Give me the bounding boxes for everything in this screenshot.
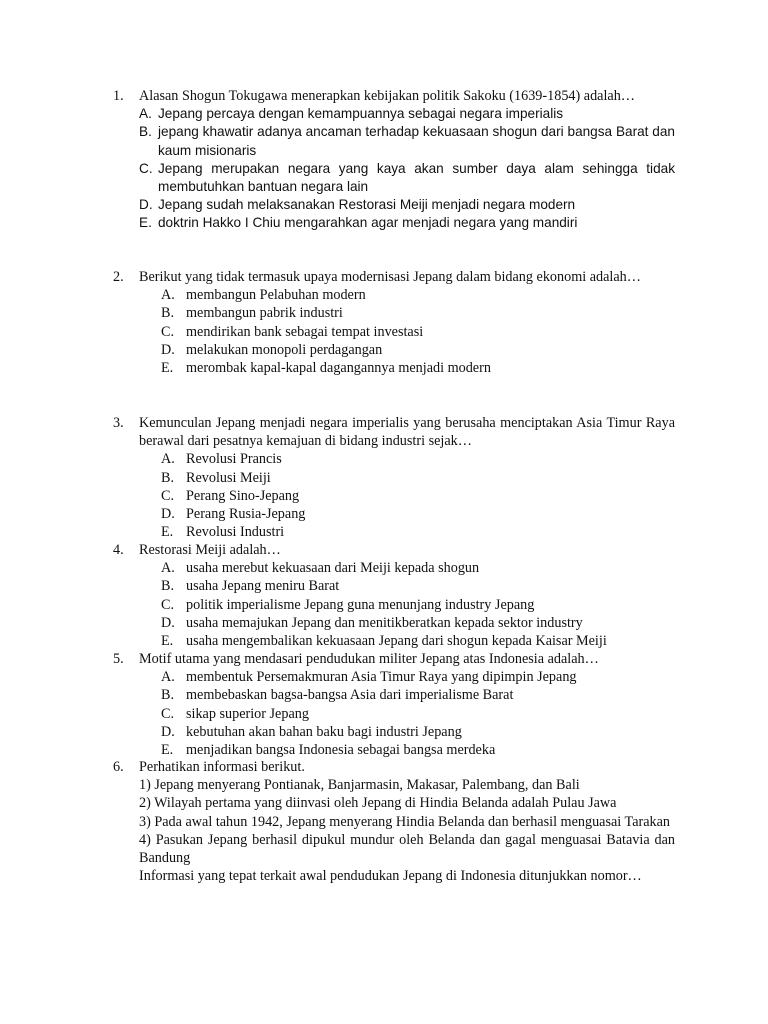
option-label: A. <box>139 106 152 122</box>
option-text: usaha memajukan Jepang dan menitikberatkan kepada sektor industry <box>186 614 583 631</box>
question-1 <box>113 87 675 233</box>
option-text: usaha mengembalikan kekuasaan Jepang dari shogun kepada Kaisar Meiji <box>186 633 607 650</box>
option-label: C. <box>161 487 175 504</box>
question-text: Restorasi Meiji adalah… <box>139 542 281 558</box>
option-label: B. <box>161 687 175 704</box>
option-text: merombak kapal-kapal dagangannya menjadi modern <box>186 360 491 377</box>
option-d <box>161 614 675 632</box>
option-label: C. <box>161 323 175 340</box>
option-label: E. <box>161 524 174 541</box>
option-text: usaha merebut kekuasaan dari Meiji kepada shogun <box>186 560 480 577</box>
question-text: Perhatikan informasi berikut. <box>139 759 305 775</box>
option-label: C. <box>161 596 175 613</box>
question-number: 2. <box>113 269 124 285</box>
option-label: A. <box>161 669 175 686</box>
info-item-4: 4) Pasukan Jepang berhasil dipukul mundur oleh Belanda dan gagal menguasai Batavia dan Bandung <box>139 831 675 867</box>
option-text: Revolusi Meiji <box>186 469 271 486</box>
question-prompt: Informasi yang tepat terkait awal pendudukan Jepang di Indonesia ditunjukkan nomor… <box>139 868 642 885</box>
option-c <box>161 323 675 341</box>
option-text: Jepang percaya dengan kemampuannya sebagai negara imperialis <box>158 106 564 122</box>
option-label: C. <box>139 160 153 176</box>
option-label: C. <box>161 705 175 722</box>
option-label: D. <box>161 614 175 631</box>
option-text: usaha Jepang meniru Barat <box>186 578 340 595</box>
option-label: B. <box>139 124 152 140</box>
option-a <box>139 105 675 123</box>
option-c <box>139 160 675 196</box>
option-text: membentuk Persemakmuran Asia Timur Raya yang dipimpin Jepang <box>186 669 577 686</box>
option-text: doktrin Hakko I Chiu mengarahkan agar menjadi negara yang mandiri <box>158 215 578 231</box>
option-text: membangun pabrik industri <box>186 305 343 322</box>
question-number: 5. <box>113 651 124 667</box>
option-text: mendirikan bank sebagai tempat investasi <box>186 323 424 340</box>
question-number: 6. <box>113 759 124 775</box>
option-a <box>161 286 675 304</box>
option-text: melakukan monopoli perdagangan <box>186 341 383 358</box>
option-text: jepang khawatir adanya ancaman terhadap kekuasaan shogun dari bangsa Barat dan kaum misionaris <box>158 124 675 158</box>
question-2 <box>113 268 675 377</box>
option-d <box>161 341 675 359</box>
option-a <box>161 450 675 468</box>
info-item-3: 3) Pada awal tahun 1942, Jepang menyerang Hindia Belanda dan berhasil menguasai Tarakan <box>139 813 670 830</box>
option-text: sikap superior Jepang <box>186 705 309 722</box>
option-b <box>161 686 675 704</box>
option-label: E. <box>161 360 174 377</box>
question-text: Motif utama yang mendasari pendudukan militer Jepang atas Indonesia adalah… <box>139 651 599 667</box>
option-b <box>161 304 675 322</box>
option-text: Revolusi Prancis <box>186 451 282 468</box>
info-item-2: 2) Wilayah pertama yang diinvasi oleh Jepang di Hindia Belanda adalah Pulau Jawa <box>139 795 617 812</box>
question-number: 3. <box>113 415 124 431</box>
question-4 <box>113 541 675 650</box>
option-b <box>139 123 675 159</box>
option-label: A. <box>161 560 175 577</box>
option-c <box>161 596 675 614</box>
option-label: D. <box>161 723 175 740</box>
option-e <box>161 741 675 759</box>
option-a <box>161 668 675 686</box>
question-3 <box>113 414 675 541</box>
option-label: D. <box>161 341 175 358</box>
option-text: menjadikan bangsa Indonesia sebagai bangsa merdeka <box>186 742 496 759</box>
option-c <box>161 705 675 723</box>
option-text: Jepang sudah melaksanakan Restorasi Meiji menjadi negara modern <box>158 197 576 213</box>
option-label: B. <box>161 305 175 322</box>
option-d <box>161 723 675 741</box>
option-label: A. <box>161 287 175 304</box>
info-item-1: 1) Jepang menyerang Pontianak, Banjarmasin, Makasar, Palembang, dan Bali <box>139 777 580 794</box>
option-d <box>161 505 675 523</box>
option-label: A. <box>161 451 175 468</box>
option-text: membangun Pelabuhan modern <box>186 287 366 304</box>
option-e <box>161 632 675 650</box>
option-a <box>161 559 675 577</box>
question-text: Alasan Shogun Tokugawa menerapkan kebijakan politik Sakoku (1639-1854) adalah… <box>139 88 635 104</box>
question-text: Berikut yang tidak termasuk upaya modernisasi Jepang dalam bidang ekonomi adalah… <box>139 269 641 285</box>
question-number: 4. <box>113 542 124 558</box>
question-number: 1. <box>113 88 124 104</box>
option-text: Jepang merupakan negara yang kaya akan sumber daya alam sehingga tidak membutuhkan bantuan negara lain <box>158 160 675 195</box>
option-e <box>161 523 675 541</box>
option-label: E. <box>139 215 152 231</box>
option-c <box>161 487 675 505</box>
option-text: Perang Rusia-Jepang <box>186 506 306 523</box>
option-d <box>139 196 675 214</box>
option-text: Perang Sino-Jepang <box>186 487 300 504</box>
option-text: Revolusi Industri <box>186 524 285 541</box>
option-text: politik imperialisme Jepang guna menunjang industry Jepang <box>186 596 535 613</box>
option-b <box>161 577 675 595</box>
question-text: Kemunculan Jepang menjadi negara imperialis yang berusaha menciptakan Asia Timur Raya berawal dari pesatnya kemajuan di bidang industri sejak… <box>139 415 675 450</box>
option-text: membebaskan bagsa-bangsa Asia dari imperialisme Barat <box>186 687 514 704</box>
option-label: D. <box>139 197 153 213</box>
option-label: E. <box>161 633 174 650</box>
option-label: B. <box>161 578 175 595</box>
option-label: B. <box>161 469 175 486</box>
option-label: E. <box>161 742 174 759</box>
option-e <box>161 359 675 377</box>
option-b <box>161 469 675 487</box>
option-text: kebutuhan akan bahan baku bagi industri Jepang <box>186 723 462 740</box>
question-5 <box>113 650 675 759</box>
option-label: D. <box>161 506 175 523</box>
question-6 <box>113 758 675 885</box>
option-e <box>139 214 675 232</box>
